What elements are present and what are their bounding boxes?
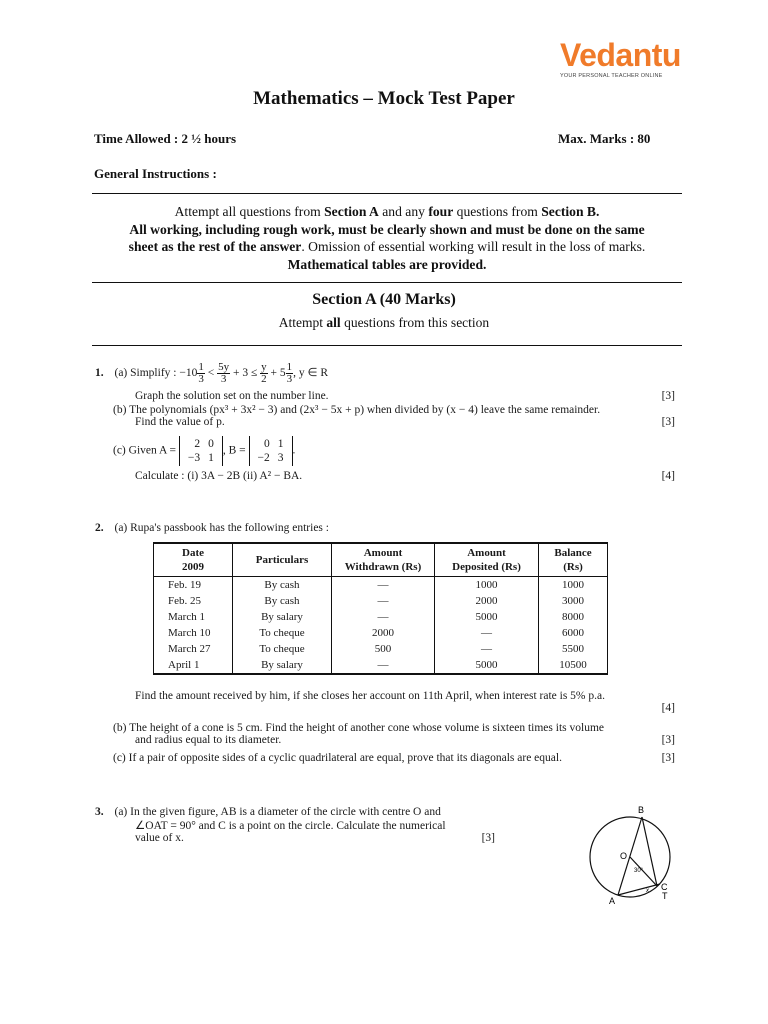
max-marks: Max. Marks : 80 bbox=[558, 131, 651, 146]
logo-wordmark: Vedantu bbox=[560, 37, 681, 73]
instr-bold: four bbox=[428, 204, 454, 219]
instr-text: . Omission of essential working will result in the loss of marks. bbox=[301, 239, 646, 254]
table-row bbox=[154, 577, 608, 594]
col-header bbox=[539, 543, 608, 577]
question-number: 3. bbox=[95, 806, 104, 818]
question-2-heading bbox=[95, 522, 675, 534]
fraction bbox=[260, 362, 268, 385]
question-3 bbox=[95, 806, 495, 844]
passbook-table bbox=[153, 542, 608, 675]
header-text: Balance (Rs) bbox=[554, 547, 592, 573]
frac-den: 3 bbox=[286, 373, 293, 385]
matrix-cell: −2 bbox=[257, 452, 270, 464]
cell-balance: 3000 bbox=[539, 593, 608, 609]
marks: [4] bbox=[661, 702, 675, 714]
q3a-line2: ∠OAT = 90° and C is a point on the circle. Calculate the numerical bbox=[135, 820, 446, 832]
cell-date: March 27 bbox=[154, 641, 233, 657]
frac-num: 5y bbox=[218, 361, 230, 373]
cell-balance: 6000 bbox=[539, 625, 608, 641]
label-x: x bbox=[646, 888, 649, 894]
sub-text: Attempt bbox=[278, 315, 327, 330]
q1c-line2 bbox=[95, 470, 675, 482]
q1c-text: Calculate : (i) 3A − 2B (ii) A² − BA. bbox=[135, 470, 303, 482]
marks: [3] bbox=[661, 416, 675, 428]
cell-balance: 10500 bbox=[539, 657, 608, 674]
instr-text: Attempt all questions from bbox=[174, 204, 325, 219]
q2a-text: (a) Rupa's passbook has the following entries : bbox=[114, 522, 329, 534]
cell-date: April 1 bbox=[154, 657, 233, 674]
q3a-text: value of x. bbox=[135, 832, 184, 844]
marks: [3] bbox=[661, 752, 675, 764]
cell-withdrawn: — bbox=[332, 593, 435, 609]
header-text: Date 2009 bbox=[182, 547, 204, 573]
matrix-cell: 0 bbox=[264, 438, 270, 450]
instr-text: and any bbox=[378, 204, 429, 219]
table-row bbox=[154, 625, 608, 641]
col-header bbox=[233, 543, 332, 577]
q1a-line1 bbox=[95, 362, 675, 384]
q1c-text: (c) Given A = bbox=[113, 444, 179, 457]
q1b-line2 bbox=[95, 416, 675, 428]
page-title: Mathematics – Mock Test Paper bbox=[253, 88, 515, 109]
cell-deposited: 2000 bbox=[435, 593, 539, 609]
q1a-text: + 3 ≤ bbox=[230, 367, 261, 380]
instr-bold: Section B. bbox=[541, 204, 600, 219]
matrix-cell: 1 bbox=[277, 438, 284, 450]
q2c-text: (c) If a pair of opposite sides of a cyclic quadrilateral are equal, prove that its diagonals are equal. bbox=[113, 752, 562, 764]
table-row bbox=[154, 609, 608, 625]
section-a-title: Section A (40 Marks) bbox=[312, 291, 456, 308]
cell-date: Feb. 19 bbox=[154, 577, 233, 594]
q2b-line2 bbox=[95, 734, 675, 746]
matrix-cell: 0 bbox=[208, 438, 214, 450]
instr-text: questions from bbox=[453, 204, 542, 219]
instr-bold: Section A bbox=[324, 204, 379, 219]
cell-balance: 5500 bbox=[539, 641, 608, 657]
q1b-line1: (b) The polynomials (px³ + 3x² − 3) and (2x³ − 5x + p) when divided by (x − 4) leave the same remainder. bbox=[113, 404, 601, 416]
vedantu-logo bbox=[560, 38, 680, 79]
q1c-text: , B = bbox=[222, 444, 249, 457]
header-text: Amount Withdrawn (Rs) bbox=[344, 547, 422, 573]
instruction-line-1 bbox=[92, 203, 682, 221]
cell-withdrawn: 2000 bbox=[332, 625, 435, 641]
cell-date: Feb. 25 bbox=[154, 593, 233, 609]
q2a-marks-row bbox=[95, 702, 675, 717]
matrix-a bbox=[179, 436, 223, 466]
q1a-line2 bbox=[95, 390, 675, 402]
cell-particulars: To cheque bbox=[233, 641, 332, 657]
q1a-text: , y ∈ R bbox=[293, 367, 329, 380]
q1b-text: Find the value of p. bbox=[135, 416, 225, 428]
table-row bbox=[154, 641, 608, 657]
marks: [4] bbox=[661, 470, 675, 482]
cell-balance: 8000 bbox=[539, 609, 608, 625]
q1c-line1 bbox=[95, 436, 675, 466]
fraction bbox=[217, 362, 230, 385]
label-o: O bbox=[620, 851, 628, 861]
cell-particulars: By cash bbox=[233, 577, 332, 594]
matrix-cell: −3 bbox=[187, 452, 201, 464]
cell-deposited: — bbox=[435, 641, 539, 657]
instructions-block bbox=[92, 203, 682, 273]
cell-balance: 1000 bbox=[539, 577, 608, 594]
q2b-line1: (b) The height of a cone is 5 cm. Find the height of another cone whose volume is sixteen times its volume bbox=[113, 722, 604, 734]
divider-top bbox=[92, 193, 682, 194]
cell-deposited: 1000 bbox=[435, 577, 539, 594]
time-allowed: Time Allowed : 2 ½ hours bbox=[94, 131, 237, 146]
cell-withdrawn: 500 bbox=[332, 641, 435, 657]
circle-figure bbox=[578, 800, 688, 912]
cell-withdrawn: — bbox=[332, 609, 435, 625]
q3a-line3 bbox=[95, 832, 495, 844]
q1a-text: < bbox=[204, 367, 218, 380]
cell-withdrawn: — bbox=[332, 577, 435, 594]
frac-den: 3 bbox=[220, 373, 227, 385]
q2a-find-text: Find the amount received by him, if she closes her account on 11th April, when interest rate is 5% p.a. bbox=[135, 690, 605, 702]
instr-bold: sheet as the rest of the answer bbox=[128, 239, 302, 254]
instruction-line-3 bbox=[92, 238, 682, 256]
divider-bottom bbox=[92, 345, 682, 346]
label-c: C bbox=[661, 882, 668, 892]
matrix-cell: 2 bbox=[194, 438, 201, 450]
frac-num: 1 bbox=[198, 361, 204, 373]
marks: [3] bbox=[661, 390, 675, 402]
header-text: Particulars bbox=[255, 554, 309, 566]
frac-den: 2 bbox=[261, 373, 267, 385]
cell-deposited: 5000 bbox=[435, 657, 539, 674]
general-instructions-label: General Instructions : bbox=[94, 166, 217, 181]
label-a: A bbox=[609, 896, 616, 906]
table-header-row bbox=[154, 543, 608, 577]
logo-tagline: YOUR PERSONAL TEACHER ONLINE bbox=[560, 73, 663, 79]
instruction-line-4: Mathematical tables are provided. bbox=[287, 256, 487, 272]
table-row bbox=[154, 593, 608, 609]
marks: [3] bbox=[481, 832, 495, 844]
cell-particulars: By salary bbox=[233, 657, 332, 674]
instruction-line-2: All working, including rough work, must be clearly shown and must be done on the same bbox=[129, 221, 645, 237]
cell-particulars: By salary bbox=[233, 609, 332, 625]
cell-date: March 10 bbox=[154, 625, 233, 641]
frac-num: y bbox=[261, 361, 267, 373]
section-a-subtitle bbox=[0, 315, 768, 331]
question-1 bbox=[95, 362, 675, 482]
header-text: Amount Deposited (Rs) bbox=[452, 547, 521, 573]
matrix-cell: 3 bbox=[277, 452, 284, 464]
cell-particulars: By cash bbox=[233, 593, 332, 609]
frac-num: 1 bbox=[286, 361, 293, 373]
q2b-text: and radius equal to its diameter. bbox=[135, 734, 282, 746]
q2c-line bbox=[95, 752, 675, 764]
fraction bbox=[197, 362, 205, 385]
col-header bbox=[332, 543, 435, 577]
cell-date: March 1 bbox=[154, 609, 233, 625]
matrix-cell: 1 bbox=[208, 452, 214, 464]
matrix-b bbox=[249, 436, 293, 466]
q1a-graph-text: Graph the solution set on the number line. bbox=[135, 390, 329, 402]
col-header bbox=[435, 543, 539, 577]
frac-den: 3 bbox=[198, 373, 204, 385]
q1a-text: (a) Simplify : −10 bbox=[114, 367, 198, 380]
sub-text: questions from this section bbox=[340, 315, 490, 330]
sub-bold: all bbox=[326, 315, 341, 330]
q1a-text: + 5 bbox=[267, 367, 286, 380]
divider-mid bbox=[92, 282, 682, 283]
label-t: T bbox=[662, 891, 668, 901]
col-header bbox=[154, 543, 233, 577]
chord-bc bbox=[642, 817, 657, 886]
cell-particulars: To cheque bbox=[233, 625, 332, 641]
q3a-text: (a) In the given figure, AB is a diameter of the circle with centre O and bbox=[114, 806, 441, 818]
marks: [3] bbox=[661, 734, 675, 746]
table-row bbox=[154, 657, 608, 674]
cell-deposited: 5000 bbox=[435, 609, 539, 625]
question-number: 2. bbox=[95, 522, 104, 534]
label-angle: 30° bbox=[634, 868, 644, 874]
label-b: B bbox=[638, 805, 645, 815]
cell-deposited: — bbox=[435, 625, 539, 641]
question-number: 1. bbox=[95, 367, 104, 380]
q1c-text: . bbox=[292, 444, 296, 457]
q3a-line1 bbox=[95, 806, 495, 818]
question-2-body bbox=[95, 690, 675, 764]
cell-withdrawn: — bbox=[332, 657, 435, 674]
